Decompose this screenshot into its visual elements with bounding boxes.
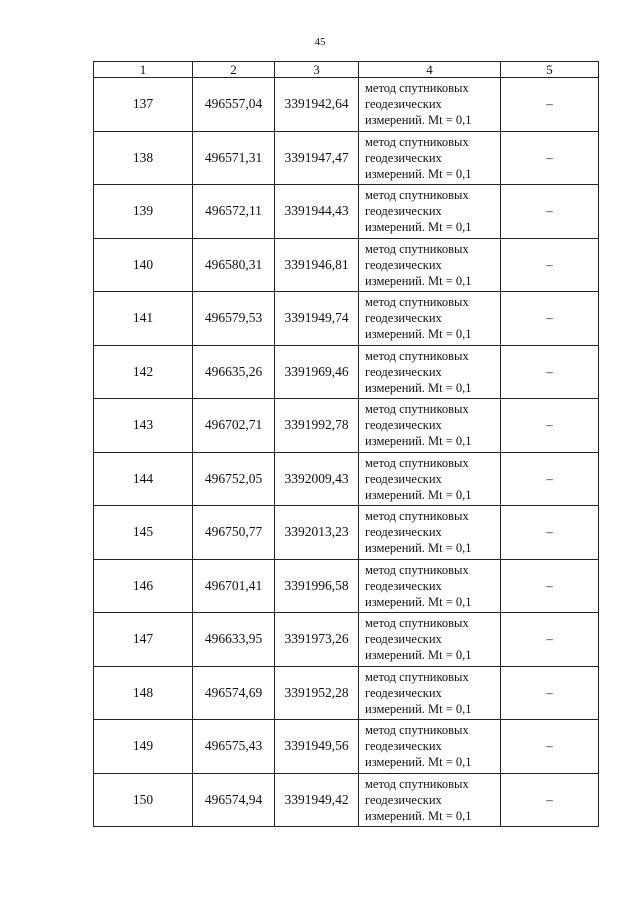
coordinate-x: 496580,31	[193, 238, 275, 292]
point-number: 146	[94, 559, 193, 613]
header-col-1: 1	[94, 62, 193, 78]
method-line-1: метод спутниковых	[365, 81, 469, 96]
point-number: 145	[94, 506, 193, 560]
method-description	[359, 345, 501, 399]
coordinate-y: 3391949,56	[275, 720, 359, 774]
note-dash: –	[501, 78, 599, 132]
table-row	[94, 399, 599, 453]
coordinate-x: 496750,77	[193, 506, 275, 560]
method-line-2: геодезических	[365, 204, 442, 219]
table-row	[94, 613, 599, 667]
method-line-1: метод спутниковых	[365, 776, 469, 791]
header-row	[94, 62, 599, 78]
method-description	[359, 452, 501, 506]
method-line-2: геодезических	[365, 418, 442, 433]
coordinate-y: 3391946,81	[275, 238, 359, 292]
coordinate-x: 496701,41	[193, 559, 275, 613]
table-body	[94, 78, 599, 827]
coordinate-y: 3391944,43	[275, 185, 359, 239]
coordinate-x: 496557,04	[193, 78, 275, 132]
method-description	[359, 720, 501, 774]
method-line-2: геодезических	[365, 97, 442, 112]
method-line-2: геодезических	[365, 311, 442, 326]
method-description	[359, 613, 501, 667]
coordinate-y: 3392013,23	[275, 506, 359, 560]
point-number: 148	[94, 666, 193, 720]
note-dash: –	[501, 292, 599, 346]
method-line-3: измерений. Mt = 0,1	[365, 113, 472, 128]
method-line-1: метод спутниковых	[365, 669, 469, 684]
method-description	[359, 131, 501, 185]
method-line-1: метод спутниковых	[365, 295, 469, 310]
header-col-4: 4	[359, 62, 501, 78]
coordinate-y: 3391942,64	[275, 78, 359, 132]
coordinate-x: 496575,43	[193, 720, 275, 774]
note-dash: –	[501, 131, 599, 185]
coordinate-x: 496752,05	[193, 452, 275, 506]
method-line-3: измерений. Mt = 0,1	[365, 541, 472, 556]
method-line-1: метод спутниковых	[365, 455, 469, 470]
coordinate-y: 3391992,78	[275, 399, 359, 453]
table-row	[94, 720, 599, 774]
method-line-3: измерений. Mt = 0,1	[365, 166, 472, 181]
method-description	[359, 292, 501, 346]
coordinate-y: 3391969,46	[275, 345, 359, 399]
table-row	[94, 345, 599, 399]
header-col-2: 2	[193, 62, 275, 78]
coordinate-y: 3391973,26	[275, 613, 359, 667]
table-row	[94, 452, 599, 506]
point-number: 140	[94, 238, 193, 292]
point-number: 142	[94, 345, 193, 399]
method-description	[359, 666, 501, 720]
method-line-1: метод спутниковых	[365, 616, 469, 631]
note-dash: –	[501, 238, 599, 292]
coordinate-x: 496574,94	[193, 773, 275, 827]
coordinate-y: 3391949,74	[275, 292, 359, 346]
method-line-3: измерений. Mt = 0,1	[365, 434, 472, 449]
method-line-1: метод спутниковых	[365, 188, 469, 203]
note-dash: –	[501, 345, 599, 399]
method-description	[359, 773, 501, 827]
method-line-1: метод спутниковых	[365, 509, 469, 524]
method-line-2: геодезических	[365, 632, 442, 647]
method-line-3: измерений. Mt = 0,1	[365, 220, 472, 235]
coordinate-x: 496635,26	[193, 345, 275, 399]
table-header	[94, 62, 599, 78]
method-line-3: измерений. Mt = 0,1	[365, 380, 472, 395]
method-line-1: метод спутниковых	[365, 134, 469, 149]
note-dash: –	[501, 185, 599, 239]
method-line-3: измерений. Mt = 0,1	[365, 755, 472, 770]
method-line-3: измерений. Mt = 0,1	[365, 594, 472, 609]
method-line-3: измерений. Mt = 0,1	[365, 327, 472, 342]
coordinate-x: 496579,53	[193, 292, 275, 346]
method-line-2: геодезических	[365, 792, 442, 807]
point-number: 139	[94, 185, 193, 239]
method-line-1: метод спутниковых	[365, 562, 469, 577]
table-row	[94, 78, 599, 132]
table-row	[94, 292, 599, 346]
method-line-3: измерений. Mt = 0,1	[365, 273, 472, 288]
method-line-1: метод спутниковых	[365, 402, 469, 417]
table-row	[94, 131, 599, 185]
point-number: 150	[94, 773, 193, 827]
note-dash: –	[501, 452, 599, 506]
coordinate-x: 496574,69	[193, 666, 275, 720]
method-line-1: метод спутниковых	[365, 348, 469, 363]
table-row	[94, 559, 599, 613]
method-line-1: метод спутниковых	[365, 241, 469, 256]
coordinate-y: 3391952,28	[275, 666, 359, 720]
method-line-2: геодезических	[365, 150, 442, 165]
method-description	[359, 238, 501, 292]
table-row	[94, 185, 599, 239]
point-number: 149	[94, 720, 193, 774]
method-line-2: геодезических	[365, 364, 442, 379]
point-number: 147	[94, 613, 193, 667]
method-description	[359, 506, 501, 560]
method-line-2: геодезических	[365, 257, 442, 272]
coordinate-y: 3391996,58	[275, 559, 359, 613]
coordinate-y: 3391949,42	[275, 773, 359, 827]
method-line-3: измерений. Mt = 0,1	[365, 701, 472, 716]
note-dash: –	[501, 666, 599, 720]
method-description	[359, 399, 501, 453]
header-col-3: 3	[275, 62, 359, 78]
point-number: 141	[94, 292, 193, 346]
coordinate-y: 3391947,47	[275, 131, 359, 185]
point-number: 143	[94, 399, 193, 453]
note-dash: –	[501, 720, 599, 774]
coordinate-x: 496702,71	[193, 399, 275, 453]
method-description	[359, 185, 501, 239]
page-number: 45	[314, 36, 326, 48]
table-row	[94, 666, 599, 720]
point-number: 137	[94, 78, 193, 132]
table-row	[94, 506, 599, 560]
note-dash: –	[501, 506, 599, 560]
note-dash: –	[501, 559, 599, 613]
method-line-2: геодезических	[365, 578, 442, 593]
coordinates-table	[93, 61, 599, 827]
note-dash: –	[501, 773, 599, 827]
method-line-3: измерений. Mt = 0,1	[365, 648, 472, 663]
method-line-2: геодезических	[365, 525, 442, 540]
header-col-5: 5	[501, 62, 599, 78]
point-number: 144	[94, 452, 193, 506]
method-line-3: измерений. Mt = 0,1	[365, 487, 472, 502]
coordinate-y: 3392009,43	[275, 452, 359, 506]
coordinate-x: 496571,31	[193, 131, 275, 185]
method-description	[359, 559, 501, 613]
coordinate-x: 496572,11	[193, 185, 275, 239]
point-number: 138	[94, 131, 193, 185]
method-line-2: геодезических	[365, 471, 442, 486]
table-row	[94, 238, 599, 292]
table-row	[94, 773, 599, 827]
method-line-2: геодезических	[365, 685, 442, 700]
method-line-2: геодезических	[365, 739, 442, 754]
method-description	[359, 78, 501, 132]
method-line-1: метод спутниковых	[365, 723, 469, 738]
coordinate-x: 496633,95	[193, 613, 275, 667]
note-dash: –	[501, 613, 599, 667]
method-line-3: измерений. Mt = 0,1	[365, 808, 472, 823]
note-dash: –	[501, 399, 599, 453]
